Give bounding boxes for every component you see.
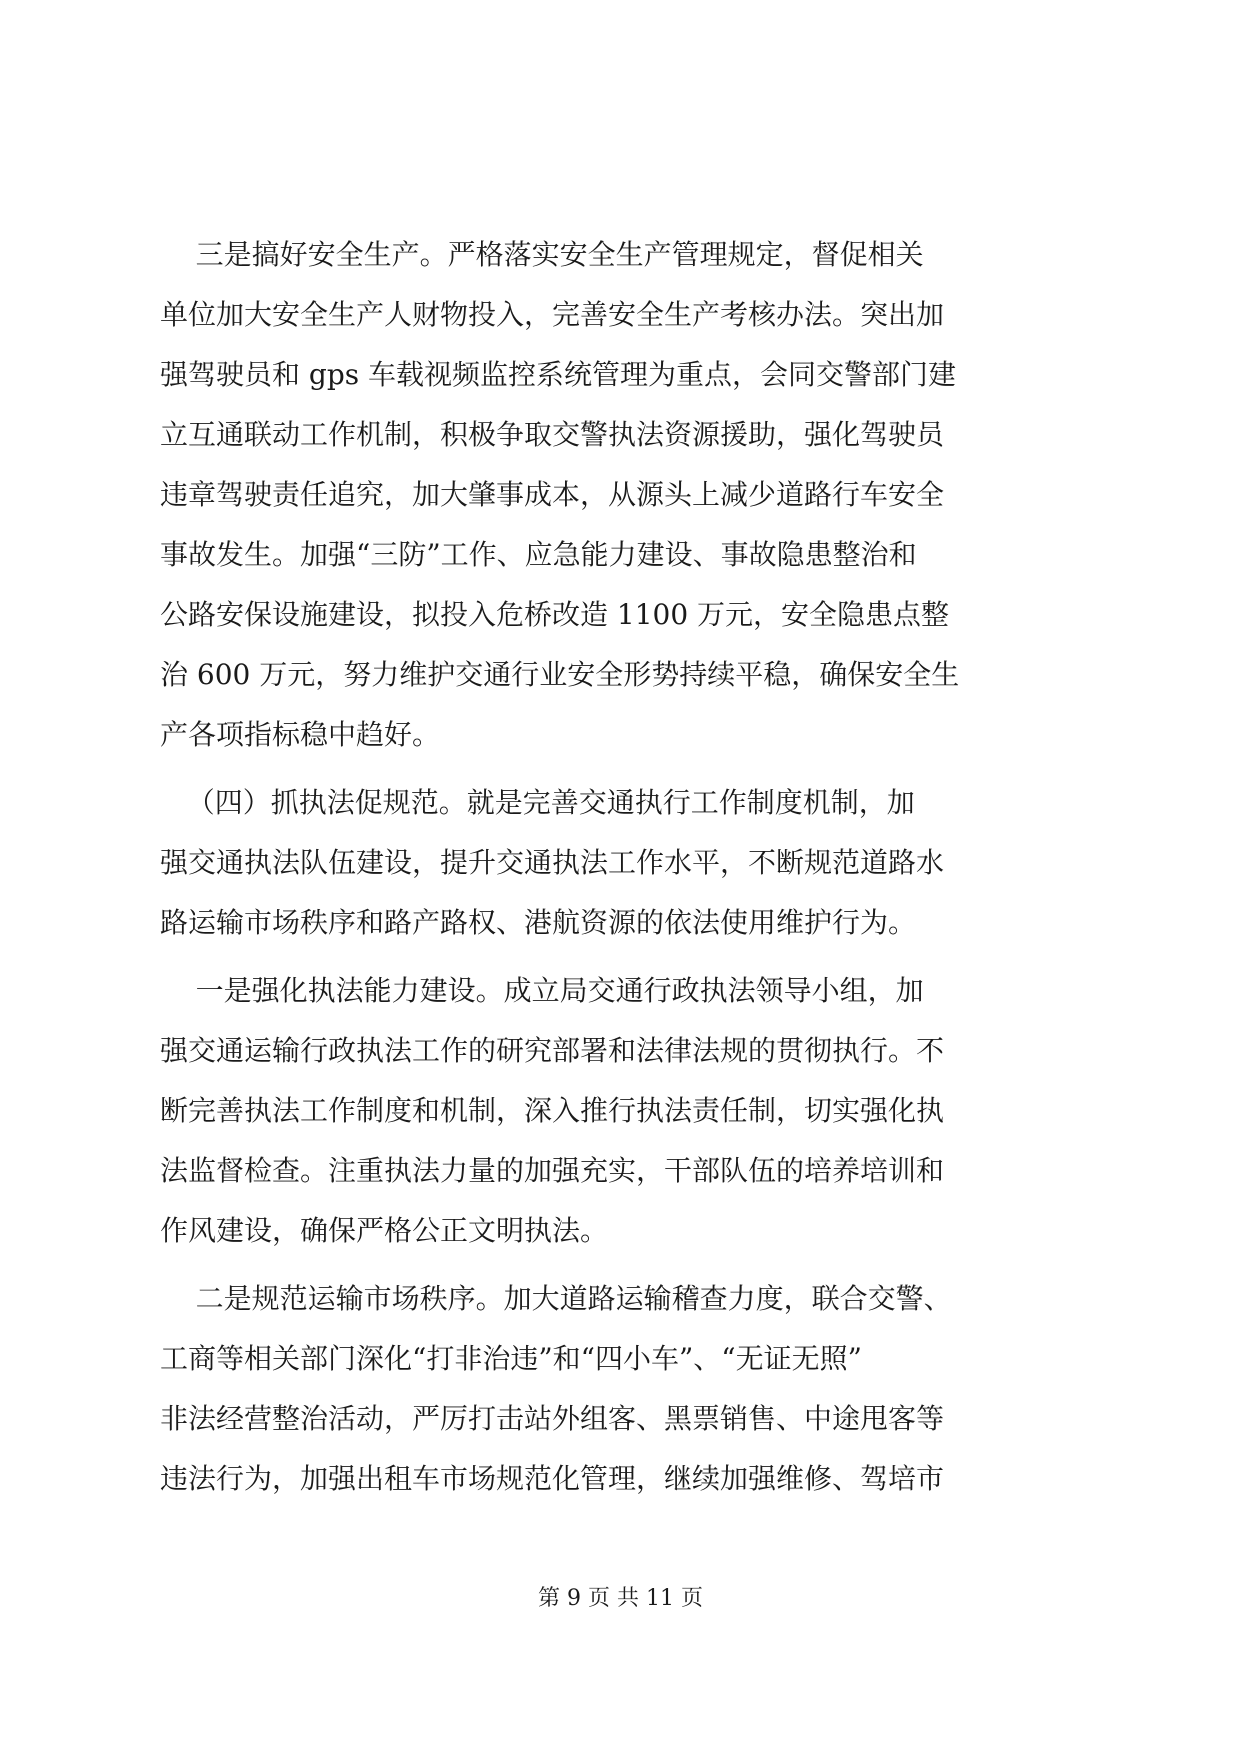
text-line: 公路安保设施建设，拟投入危桥改造 1100 万元，安全隐患点整 xyxy=(160,598,950,631)
text-line: 违法行为，加强出租车市场规范化管理，继续加强维修、驾培市 xyxy=(160,1462,945,1495)
page-number-footer: 第 9 页 共 11 页 xyxy=(538,1586,703,1611)
text-line: 强交通执法队伍建设，提升交通执法工作水平，不断规范道路水 xyxy=(160,846,945,879)
text-line: 工商等相关部门深化“打非治违”和“四小车”、“无证无照” xyxy=(160,1342,862,1375)
text-line: 三是搞好安全生产。严格落实安全生产管理规定，督促相关 xyxy=(160,238,924,271)
text-line: 事故发生。加强“三防”工作、应急能力建设、事故隐患整治和 xyxy=(160,538,917,571)
text-line: 产各项指标稳中趋好。 xyxy=(160,718,441,751)
text-line: 强交通运输行政执法工作的研究部署和法律法规的贯彻执行。不 xyxy=(160,1034,945,1067)
text-line: 法监督检查。注重执法力量的加强充实，干部队伍的培养培训和 xyxy=(160,1154,945,1187)
text-line: 一是强化执法能力建设。成立局交通行政执法领导小组，加 xyxy=(160,974,924,1007)
text-line: 作风建设，确保严格公正文明执法。 xyxy=(160,1214,609,1247)
text-line: 治 600 万元，努力维护交通行业安全形势持续平稳，确保安全生 xyxy=(160,658,960,691)
text-line: 强驾驶员和 gps 车载视频监控系统管理为重点，会同交警部门建 xyxy=(160,358,957,391)
text-line: 违章驾驶责任追究，加大肇事成本，从源头上减少道路行车安全 xyxy=(160,478,945,511)
body-text xyxy=(160,225,1088,1509)
text-line: 断完善执法工作制度和机制，深入推行执法责任制，切实强化执 xyxy=(160,1094,945,1127)
text-line: （四）抓执法促规范。就是完善交通执行工作制度机制，加 xyxy=(160,786,915,819)
text-line: 单位加大安全生产人财物投入，完善安全生产考核办法。突出加 xyxy=(160,298,945,331)
text-line: 立互通联动工作机制，积极争取交警执法资源援助，强化驾驶员 xyxy=(160,418,945,451)
text-line: 二是规范运输市场秩序。加大道路运输稽查力度，联合交警、 xyxy=(160,1282,952,1315)
text-line: 路运输市场秩序和路产路权、港航资源的依法使用维护行为。 xyxy=(160,906,917,939)
text-line: 非法经营整治活动，严厉打击站外组客、黑票销售、中途甩客等 xyxy=(160,1402,945,1435)
